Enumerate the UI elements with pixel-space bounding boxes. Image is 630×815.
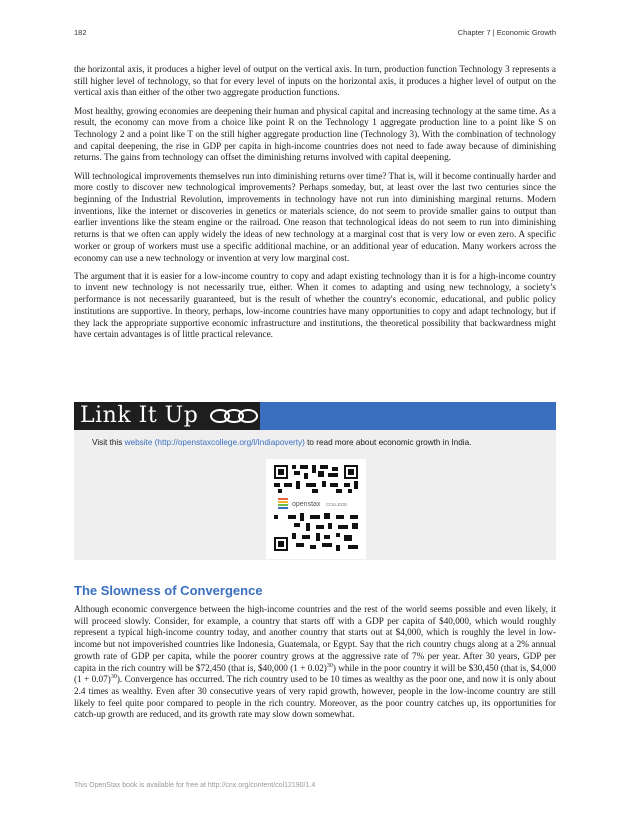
link-it-up-title: Link It Up — [80, 403, 199, 428]
paragraph: Although economic convergence between the high-income countries and the rest of the world seems possible and even likely, it will proceed slowly. Consider, for example, a country that starts off with a GDP per capita of $40,000, which would roughly represent a typical high-income country today, and another country that starts out at $4,000, which is roughly the level in low-income but not impoverished countries like Indonesia, Guatemala, or Egypt. Say that the rich country chugs along at a 2% annual growth rate of GDP per capita, while the poorer country grows at the aggressive rate of 7% per year. After 30 years, GDP per capita in the rich country will be $72,450 (that is, $40,000 $(1 + 0.02)^{30}$) while in the poor country it will be $30,450 (that is, $4,000 $(1 + 0.07)^{30}$). Convergence has occurred. The rich country used to be 10 times as wealthy as the poor one, and now it is only about 2.4 times as wealthy. Even after 30 consecutive years of very rapid growth, however, people in the low-income country are still likely to feel quite poor compared to people in the rich country. Moreover, as the poor country catches up, its opportunities for catch-up growth are reduced, and its growth rate may slow down somewhat. — [74, 604, 556, 720]
link-it-up-box — [74, 402, 556, 560]
chapter-title: Chapter 7 | Economic Growth — [457, 28, 556, 37]
qr-code[interactable] — [266, 459, 366, 559]
chain-link-icon — [208, 407, 260, 425]
paragraph: Most healthy, growing economies are deepening their human and physical capital and increasing technology at the same time. As a result, the economy can move from a choice like point R on the Technology 1 aggregate production line to a point like S on Technology 2 and a point like T on the still higher aggregate production line (Technology 3). With the combination of technology and capital deepening, the rise in GDP per capita in high-income countries does not need to fade away because of diminishing returns. The gains from technology can offset the diminishing returns involved with capital deepening. — [74, 105, 556, 163]
openstax-logo-text: openstax — [292, 501, 321, 508]
page-footer: This OpenStax book is available for free at http://cnx.org/content/col12190/1.4 — [74, 782, 316, 789]
exponent: 30 — [326, 662, 333, 669]
page-number: 182 — [74, 28, 87, 37]
section-body — [74, 604, 556, 721]
link-it-up-text: Visit this website (http://openstaxcollege.org/l/Indiapoverty) to read more about economic growth in India. — [92, 438, 472, 447]
body-text — [74, 64, 556, 347]
india-poverty-link[interactable]: website (http://openstaxcollege.org/l/Indiapoverty) — [124, 438, 305, 447]
page-header — [74, 28, 556, 42]
qr-code-image — [266, 459, 366, 559]
link-it-up-tab — [74, 402, 260, 430]
paragraph: The argument that it is easier for a low-income country to copy and adapt existing technology than it is for a high-income country to invent new technology is not necessarily true, either. When it comes to adapting and using new technology, a society’s performance is not necessarily guaranteed, but is the result of whether the country's economic, educational, and public policy institutions are supportive. In theory, perhaps, low-income countries have many opportunities to copy and adapt technology, but if they lack the appropriate supportive economic infrastructure and institutions, the theoretical possibility that backwardness might have certain advantages is of little practical relevance. — [74, 270, 556, 340]
paragraph: the horizontal axis, it produces a higher level of output on the vertical axis. In turn, production function Technology 3 represents a still higher level of technology, so that for every level of inputs on the horizontal axis, it produces a higher level of output on the vertical axis than either of the other two aggregate production functions. — [74, 64, 556, 98]
exponent: 30 — [110, 674, 117, 681]
link-it-up-banner — [74, 402, 556, 430]
paragraph: Will technological improvements themselves run into diminishing returns over time? That is, will it become continually harder and more costly to discover new technological improvements? Perhaps someday, but, at least over the last two centuries since the beginning of the Industrial Revolution, improvements in technology have not run into diminishing marginal returns. Modern inventions, like the internet or discoveries in genetics or materials science, do not seem to provide smaller gains to output than earlier inventions like the steam engine or the railroad. One reason that technological ideas do not seem to run into diminishing returns is that we often can apply widely the ideas of new technology at a marginal cost that is very low or even zero. A specific worker or group of workers must use a specific additional machine, or an additional year of education. Many workers across the economy can use a new technology or invention at very low marginal cost. — [74, 170, 556, 263]
openstax-logo-sub: COLLEGE — [326, 502, 348, 507]
section-heading: The Slowness of Convergence — [74, 583, 263, 598]
